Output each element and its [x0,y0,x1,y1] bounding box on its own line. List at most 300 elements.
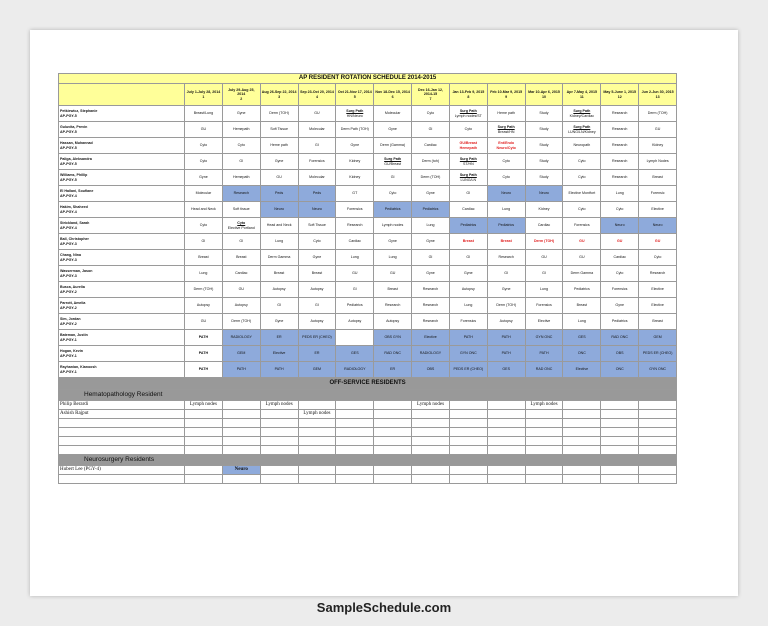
rotation-cell: GU [374,266,412,282]
rotation-cell: Peds [298,186,336,202]
rotation-cell: GU [185,314,223,330]
off-service-cell [298,437,336,446]
rotation-cell: Cyto [298,234,336,250]
rotation-cell: Breast [639,314,677,330]
rotation-cell: GI [449,250,487,266]
resident-name: El Hallani, Soufiane [60,189,94,194]
resident-name: Hakim, Shaheed [60,205,88,210]
rotation-cell: GU [260,170,298,186]
resident-name: Bateman, Justin [60,333,88,338]
off-service-cell [563,419,601,428]
off-service-cell [336,475,374,484]
period-header [449,84,487,106]
off-service-cell [185,419,223,428]
rotation-cell: Gyne [412,266,450,282]
rotation-cell: GU [639,234,677,250]
rotation-cell: Study [525,106,563,122]
period-dates: July 29-Aug 25, 2014 [228,88,255,97]
rotation-cell: Head and Neck [185,202,223,218]
rotation-main: Surg Path [573,125,591,130]
rotation-cell: Kidney [336,154,374,170]
off-service-cell [260,446,298,455]
off-service-cell [639,437,677,446]
rotation-cell: Study [525,122,563,138]
rotation-cell: Forensics [525,298,563,314]
period-header [601,84,639,106]
off-service-cell [525,437,563,446]
resident-name-cell [59,266,185,282]
period-header [525,84,563,106]
rotation-cell: Gyne [260,154,298,170]
rotation-cell: Cardiac [336,234,374,250]
rotation-cell: Lymph nodes [374,218,412,234]
rotation-cell: Pediatrics [336,298,374,314]
off-service-cell [601,466,639,475]
off-service-cell [260,475,298,484]
rotation-cell: Neuro [601,218,639,234]
off-service-cell [336,437,374,446]
rotation-cell: Research [601,154,639,170]
off-service-cell [639,419,677,428]
off-service-cell [336,446,374,455]
resident-pgy: AP-PGY-3 [60,241,77,246]
period-number: 7 [429,96,432,101]
rotation-cell: GU [298,106,336,122]
rotation-cell: Lung [487,202,525,218]
rotation-cell: Hemepath [222,122,260,138]
resident-pgy: AP-PGY-5 [60,129,77,134]
rotation-detail: HN/Neuro [346,113,363,118]
period-header [336,84,374,106]
rotation-cell: GI [336,282,374,298]
rotation-detail: ST/HN [462,161,474,166]
resident-name-cell [59,362,185,378]
off-service-cell [525,466,563,475]
rotation-cell [563,122,601,138]
off-service-cell: Lymph nodes [412,401,450,410]
rotation-cell: RADIOLOGY [222,330,260,346]
rotation-cell: PATH [185,346,223,362]
rotation-cell: Derm (TOH) [412,170,450,186]
off-service-cell [563,466,601,475]
period-header [185,84,223,106]
rotation-cell: Derm Gamma [260,250,298,266]
resident-row [59,106,677,122]
rotation-cell: PATH [525,346,563,362]
resident-name-cell [59,282,185,298]
period-header [487,84,525,106]
rotation-cell: Heme path [487,106,525,122]
rotation-cell: Study [525,138,563,154]
resident-row [59,234,677,250]
rotation-main: Cyto [237,221,246,226]
rotation-cell: Cyto [374,186,412,202]
rotation-cell: Research [639,266,677,282]
rotation-cell: Breast [222,250,260,266]
period-dates: Jan 13-Feb 9, 2015 [452,90,485,95]
rotation-cell: Derm (Gamma) [374,138,412,154]
resident-name-cell [59,154,185,170]
off-service-cell [563,428,601,437]
resident-pgy: AP-PGY-5 [60,113,77,118]
rotation-cell: Neuropath [563,138,601,154]
resident-pgy: AP-PGY-2 [60,305,77,310]
period-dates: Apr 7-May 4, 2015 [566,90,598,95]
resident-pgy: AP-PGY-2 [60,321,77,326]
rotation-cell: Lung [525,282,563,298]
rotation-cell: Cardiac [222,266,260,282]
off-service-cell [487,401,525,410]
rotation-cell [374,154,412,170]
rotation-cell: Lung [260,234,298,250]
rotation-main: Surg Path [459,157,477,162]
resident-pgy: AP-PGY-3 [60,273,77,278]
rotation-cell: GI [487,266,525,282]
rotation-cell: Research [487,250,525,266]
off-service-cell [185,437,223,446]
rotation-cell: PATH [222,362,260,378]
period-number: 8 [467,94,470,99]
off-service-cell [260,410,298,419]
off-service-cell [412,437,450,446]
rotation-cell: GI [525,266,563,282]
rotation-cell: PATH [260,362,298,378]
off-service-cell [412,475,450,484]
period-dates: Aug 26-Sep 22, 2014 [261,90,297,95]
rotation-cell: Neuro [525,186,563,202]
rotation-cell: Research [601,122,639,138]
resident-pgy: AP-PGY-1 [60,369,77,374]
rotation-cell: GU [563,250,601,266]
resident-name-cell [59,138,185,154]
resident-name-cell [59,202,185,218]
rotation-cell: Forensic [639,186,677,202]
rotation-cell: Elective [639,202,677,218]
rotation-cell: Soft Tissue [298,218,336,234]
off-service-row [59,401,677,410]
rotation-cell: RAD ONC [374,346,412,362]
off-service-cell [487,446,525,455]
off-service-cell [374,475,412,484]
off-service-cell [601,437,639,446]
rotation-cell: Derm (TOH) [185,282,223,298]
off-service-cell [449,446,487,455]
rotation-cell: Research [601,106,639,122]
rotation-cell: Research [412,298,450,314]
resident-row [59,282,677,298]
rotation-cell: Research [412,282,450,298]
off-service-name [59,428,185,437]
rotation-detail: LUNG/LN/Kidney [568,129,596,134]
rotation-cell: PEDS ER (CHEO) [639,346,677,362]
rotation-cell: GYN ONC [639,362,677,378]
rotation-cell: Breast [563,298,601,314]
off-service-cell [260,419,298,428]
rotation-cell: Gyne [260,314,298,330]
rotation-cell [449,170,487,186]
rotation-cell: Elective [412,330,450,346]
rotation-cell: ER [374,362,412,378]
off-service-cell [412,410,450,419]
rotation-cell: Autopsy [449,282,487,298]
off-service-cell [639,466,677,475]
rotation-cell [336,106,374,122]
resident-name-cell [59,218,185,234]
off-service-cell [298,419,336,428]
off-service-cell [298,428,336,437]
resident-row [59,154,677,170]
off-service-row [59,419,677,428]
rotation-cell: OBS [601,346,639,362]
rotation-cell: Cyto [487,154,525,170]
rotation-schedule-sheet [58,73,676,484]
off-service-cell [563,446,601,455]
resident-name-cell [59,314,185,330]
rotation-cell: Gyne [336,138,374,154]
rotation-main: Surg Path [384,157,402,162]
period-dates: Feb 10-Mar 9, 2015 [490,90,523,95]
rotation-cell: Gyne [601,298,639,314]
period-number: 2 [240,96,243,101]
rotation-cell: Research [412,314,450,330]
off-service-name: Philip Berardi [59,401,185,410]
rotation-cell: ONC [563,346,601,362]
rotation-cell: Molecular [298,170,336,186]
rotation-cell: Breast [185,250,223,266]
off-service-cell [336,419,374,428]
rotation-cell: Lung [601,186,639,202]
resident-name-cell [59,234,185,250]
rotation-cell [487,122,525,138]
rotation-cell: Derm (TOH) [487,298,525,314]
resident-row [59,186,677,202]
rotation-cell: Research [374,298,412,314]
off-service-cell [336,428,374,437]
rotation-cell: PATH [185,330,223,346]
off-service-row [59,410,677,419]
resident-name-cell [59,106,185,122]
off-service-cell [185,428,223,437]
resident-name: Busca, Aurelia [60,285,85,290]
off-service-cell [487,437,525,446]
rotation-cell: GES [563,330,601,346]
rotation-cell: GU [222,282,260,298]
rotation-cell: Lymph Nodes [639,154,677,170]
off-service-name: Ashish Rajput [59,410,185,419]
off-service-cell [336,466,374,475]
off-service-cell [374,437,412,446]
rotation-cell: Cardiac [412,138,450,154]
resident-row [59,314,677,330]
rotation-cell: RADIOLOGY [412,346,450,362]
resident-pgy: AP-PGY-4 [60,193,77,198]
rotation-cell: Elective [639,282,677,298]
off-service-row [59,446,677,455]
period-header [298,84,336,106]
off-service-cell [487,428,525,437]
rotation-cell: Gyne [222,106,260,122]
rotation-cell: Molecular [185,186,223,202]
period-header [374,84,412,106]
resident-pgy: AP-PGY-4 [60,209,77,214]
off-service-cell [449,428,487,437]
period-dates: Jun 2-Jun 30, 2015 [641,90,674,95]
rotation-cell: GEM [222,346,260,362]
rotation-cell: Cyto [563,170,601,186]
rotation-cell: Cyto [185,154,223,170]
rotation-cell: GES [336,346,374,362]
resident-pgy: AP-PGY-5 [60,177,77,182]
rotation-cell: ONC [601,362,639,378]
period-number: 9 [505,94,508,99]
rotation-cell: Autopsy [260,282,298,298]
resident-row [59,298,677,314]
off-service-cell [639,428,677,437]
rotation-cell: Cardiac [525,218,563,234]
off-service-cell [449,437,487,446]
rotation-cell: GEM [639,330,677,346]
resident-row [59,330,677,346]
rotation-detail: Hemepath [459,145,478,150]
rotation-cell: Kidney [639,138,677,154]
rotation-cell: Autopsy [487,314,525,330]
off-service-cell: Lymph nodes [260,401,298,410]
rotation-cell: Breast [449,234,487,250]
schedule-table [58,73,677,484]
rotation-cell: Gyne [298,250,336,266]
rotation-cell: GU [601,234,639,250]
rotation-cell: GI [298,138,336,154]
rotation-cell: ER [260,330,298,346]
rotation-cell: Derm (TOH) [639,106,677,122]
off-service-cell [525,428,563,437]
resident-row [59,362,677,378]
off-service-cell: Lymph nodes [525,401,563,410]
rotation-cell: GYN ONC [525,330,563,346]
resident-name-cell [59,250,185,266]
off-service-cell [222,437,260,446]
off-service-name: Hubert Lee (PGY-4) [59,466,185,475]
off-service-cell [412,419,450,428]
resident-pgy: AP-PGY-2 [60,289,77,294]
rotation-cell: Breast/Lung [185,106,223,122]
off-service-cell [525,410,563,419]
rotation-cell: GI [222,154,260,170]
off-service-cell [222,419,260,428]
rotation-cell: Breast [298,266,336,282]
rotation-cell: Elective [563,362,601,378]
off-service-title: OFF-SERVICE RESIDENTS [59,378,677,390]
rotation-main: Surg Path [459,109,477,114]
off-service-cell [336,401,374,410]
off-service-cell: Lymph nodes [185,401,223,410]
resident-name: Chang, Nina [60,253,81,258]
off-service-cell: Lymph nodes [298,410,336,419]
rotation-cell: Elective [260,346,298,362]
resident-row [59,250,677,266]
period-number: 6 [391,94,394,99]
off-service-cell [601,428,639,437]
rotation-cell: Lung [336,250,374,266]
rotation-cell [449,138,487,154]
rotation-cell: Pediatrics [601,314,639,330]
resident-name: Hogan, Kevin [60,349,83,354]
rotation-cell: Gyne [374,234,412,250]
off-service-row [59,475,677,484]
rotation-cell: GEM [298,362,336,378]
rotation-cell: Cyto [639,250,677,266]
off-service-cell [563,437,601,446]
rotation-cell: Study [525,154,563,170]
rotation-detail: Breast/HN [497,129,515,134]
rotation-cell [336,330,374,346]
rotation-cell: Cyto [601,202,639,218]
off-service-cell [563,401,601,410]
rotation-detail: Lymph nodes/ST [454,113,482,118]
rotation-cell: Cyto [185,138,223,154]
off-service-cell [487,419,525,428]
rotation-cell: Kidney [336,170,374,186]
rotation-cell: Derm Path (TOH) [336,122,374,138]
rotation-cell: Cyto [487,170,525,186]
resident-name: Hassan, Muhannad [60,141,93,146]
off-service-name [59,419,185,428]
rotation-cell: Pediatrics [487,218,525,234]
off-service-cell [601,446,639,455]
rotation-main: Surg Path [459,173,477,178]
period-dates: Oct 21-Nov 17, 2014 [337,90,372,95]
rotation-cell: Molecular [298,122,336,138]
rotation-cell: OBS [412,362,450,378]
rotation-cell: Hemepath [222,170,260,186]
period-dates: Sep 23-Oct 20, 2014 [300,90,334,95]
off-service-cell [639,446,677,455]
rotation-cell: Breast [374,282,412,298]
rotation-main: Surg Path [346,109,364,114]
rotation-cell: Derm (toh) [412,154,450,170]
rotation-cell: GU [639,122,677,138]
rotation-cell: PEDS ER (CHEO) [298,330,336,346]
off-service-cell [374,419,412,428]
off-service-cell [298,466,336,475]
rotation-cell: RAD ONC [601,330,639,346]
rotation-cell [449,154,487,170]
rotation-detail: GU/Breast [384,161,402,166]
rotation-cell: RADIOLOGY [336,362,374,378]
period-number: 4 [315,94,318,99]
off-service-cell [601,401,639,410]
rotation-detail: Kidney/Cardiac [569,113,595,118]
rotation-cell: Autopsy [298,314,336,330]
rotation-cell: Lung [449,298,487,314]
rotation-cell: ER [298,346,336,362]
period-dates: July 1-July 28, 2014 [186,90,221,95]
resident-row [59,202,677,218]
off-service-cell [222,401,260,410]
rotation-cell: Kidney [525,202,563,218]
off-service-name [59,437,185,446]
rotation-cell: Gyne [185,170,223,186]
rotation-cell: PATH [487,346,525,362]
rotation-cell: Autopsy [374,314,412,330]
off-service-cell [449,466,487,475]
rotation-main: GU/Breast [459,141,478,146]
rotation-cell: Derm (TOH) [260,106,298,122]
rotation-cell: Autopsy [298,282,336,298]
resident-name: Rayhanian, Kianoosh [60,365,97,370]
period-number: 10 [542,94,547,99]
rotation-cell: Autopsy [222,298,260,314]
